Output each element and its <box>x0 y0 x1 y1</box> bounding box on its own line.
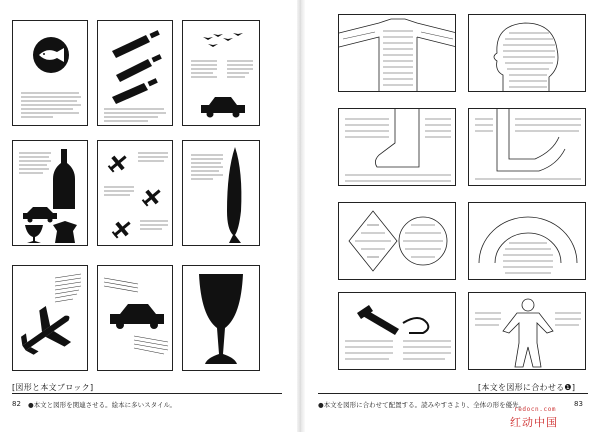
person-arms-out-shape <box>339 15 456 92</box>
airplanes-icon <box>98 141 173 246</box>
layout-card-clip-pin <box>338 292 456 370</box>
layout-card-fish <box>12 20 88 126</box>
layout-card-bottle-glass <box>12 140 88 246</box>
layout-card-fish-vertical <box>182 140 260 246</box>
layout-card-head-profile <box>468 14 586 92</box>
legs-shape <box>469 109 586 186</box>
wine-glass-icon <box>183 266 260 371</box>
layout-card-airplanes <box>97 140 173 246</box>
bottles-icon <box>98 21 173 126</box>
layout-card-birds-car <box>182 20 260 126</box>
layout-card-car <box>97 265 173 371</box>
watermark-brand: 红动中国 <box>510 416 558 429</box>
human-figure-outline <box>469 293 586 370</box>
left-caption: ●本文と図形を関連させる。絵本に多いスタイル。 <box>28 401 177 409</box>
right-footer-rule <box>318 393 588 394</box>
layout-card-human-figure <box>468 292 586 370</box>
layout-card-legs <box>468 108 586 186</box>
book-gutter <box>297 0 305 432</box>
birds-and-car-icon <box>183 21 260 126</box>
layout-card-airplane <box>12 265 88 371</box>
layout-card-rainbow <box>468 202 586 280</box>
layout-card-person-shape <box>338 14 456 92</box>
layout-card-wine-glass <box>182 265 260 371</box>
boot-shape <box>339 109 456 186</box>
left-section-title: [図形と本文ブロック] <box>12 383 94 392</box>
right-caption: ●本文を図形に合わせて配置する。読みやすさより、全体の形を優先。 <box>318 401 526 409</box>
head-profile-shape <box>469 15 586 92</box>
bottle-car-glass-icon <box>13 141 88 246</box>
clip-and-pin-icon <box>339 293 456 370</box>
left-footer-rule <box>12 393 282 394</box>
rainbow-arc-shape <box>469 203 586 280</box>
right-page-number: 83 <box>574 400 583 408</box>
layout-card-diamond-circle <box>338 202 456 280</box>
layout-card-boot <box>338 108 456 186</box>
right-section-title: [本文を図形に合わせる❶] <box>478 383 576 392</box>
layout-card-bottles <box>97 20 173 126</box>
watermark-url: redocn.com <box>514 406 557 413</box>
fish-in-circle-icon <box>13 21 88 126</box>
car-icon <box>98 266 173 371</box>
left-page-number: 82 <box>12 400 21 408</box>
fish-vertical-icon <box>183 141 260 246</box>
airplane-icon <box>13 266 88 371</box>
diamond-and-circle-shape <box>339 203 456 280</box>
